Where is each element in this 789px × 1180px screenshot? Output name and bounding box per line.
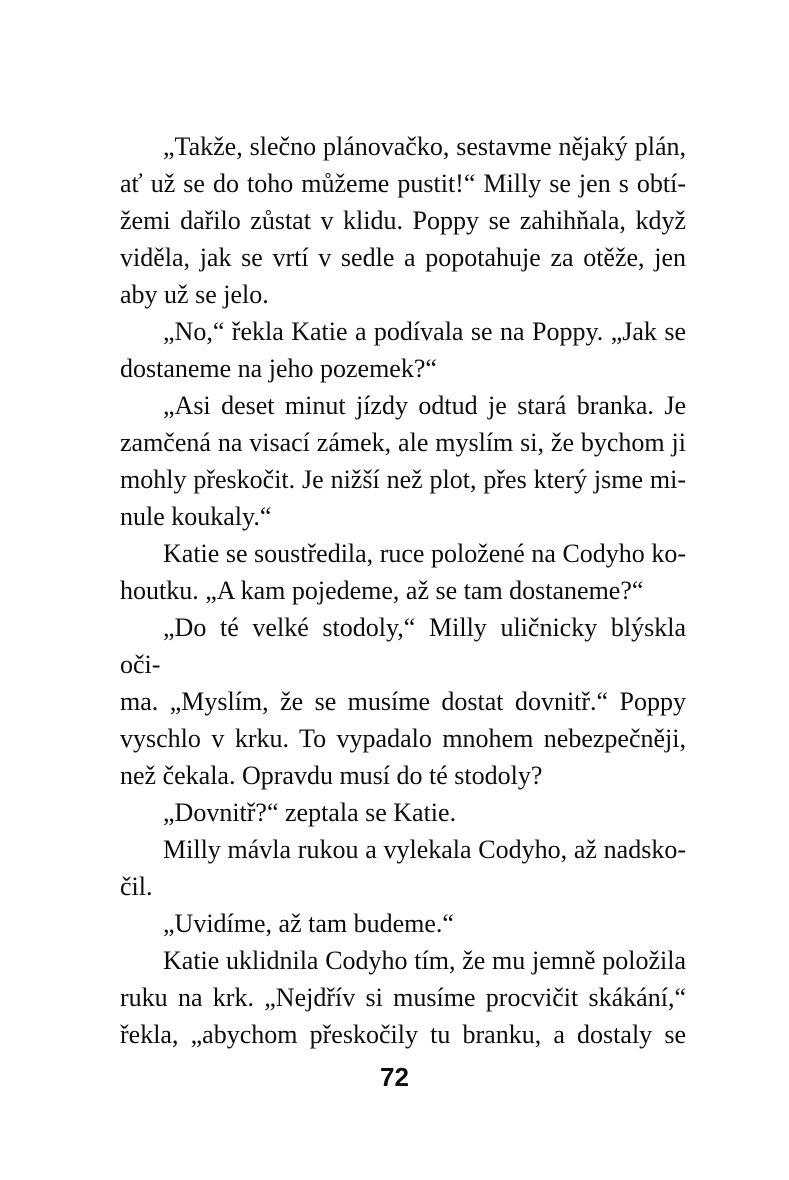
text-line: „No,“ řekla Katie a podívala se na Poppy. „Jak se	[163, 317, 686, 346]
text-line: „Do té velké stodoly,“ Milly uličnicky blýskla oči-	[120, 613, 686, 679]
text-line: řekla, „abychom přeskočily tu branku, a dostaly se	[120, 1020, 686, 1049]
page-number: 72	[380, 1062, 409, 1092]
paragraph	[120, 128, 686, 313]
text-line: Katie uklidnila Codyho tím, že mu jemně položila	[163, 946, 686, 975]
text-line: houtku. „A kam pojedeme, až se tam dostaneme?“	[120, 576, 644, 605]
text-line: žemi dařilo zůstat v klidu. Poppy se zahihňala, když	[120, 206, 686, 235]
text-line: mohly přeskočit. Je nižší než plot, přes který jsme mi-	[120, 465, 686, 494]
text-line: zamčená na visací zámek, ale myslím si, že bychom ji	[120, 428, 686, 457]
paragraph	[120, 387, 686, 535]
text-line: vyschlo v krku. To vypadalo mnohem nebezpečněji,	[120, 724, 686, 753]
text-line: čil.	[120, 872, 153, 901]
text-line: dostaneme na jeho pozemek?“	[120, 354, 437, 383]
paragraph	[120, 535, 686, 609]
paragraph	[120, 609, 686, 794]
text-line: aby už se jelo.	[120, 280, 269, 309]
text-line: Katie se soustředila, ruce položené na Codyho ko-	[163, 539, 686, 568]
text-line: než čekala. Opravdu musí do té stodoly?	[120, 761, 543, 790]
text-line: Milly mávla rukou a vylekala Codyho, až nadsko-	[163, 835, 686, 864]
paragraph	[120, 942, 686, 1053]
text-line: nule koukaly.“	[120, 502, 272, 531]
paragraph	[120, 794, 686, 831]
text-line: viděla, jak se vrtí v sedle a popotahuje za otěže, jen	[120, 243, 686, 272]
text-line: ruku na krk. „Nejdřív si musíme procvičit skákání,“	[120, 983, 686, 1012]
body-text	[120, 128, 686, 1053]
text-line: ať už se do toho můžeme pustit!“ Milly se jen s obtí-	[120, 169, 686, 198]
text-line: „Asi deset minut jízdy odtud je stará branka. Je	[163, 391, 686, 420]
text-line: ma. „Myslím, že se musíme dostat dovnitř.“ Poppy	[120, 687, 686, 716]
paragraph	[120, 831, 686, 905]
text-line: „Uvidíme, až tam budeme.“	[163, 909, 454, 938]
paragraph	[120, 313, 686, 387]
paragraph	[120, 905, 686, 942]
text-line: „Takže, slečno plánovačko, sestavme nějaký plán,	[163, 132, 686, 161]
text-line: „Dovnitř?“ zeptala se Katie.	[163, 798, 457, 827]
